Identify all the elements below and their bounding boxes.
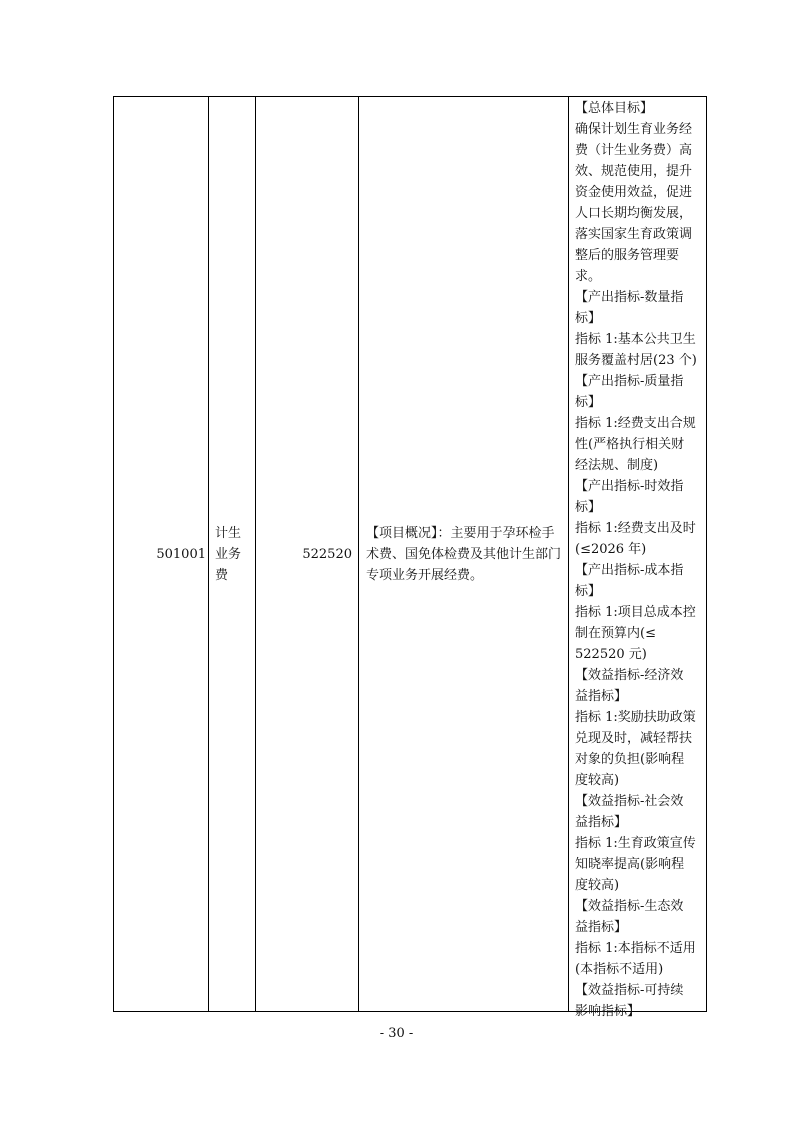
project-name: 计生业务费: [215, 525, 242, 583]
budget-table: [113, 96, 707, 1019]
cell-targets: [569, 97, 707, 1019]
target-line: 确保计划生育业务经: [575, 122, 693, 137]
target-line: 对象的负担(影响程: [575, 752, 685, 767]
target-line: 影响指标】: [575, 1004, 641, 1019]
target-line: 【产出指标-质量指: [575, 374, 684, 389]
page-number: - 30 -: [379, 1026, 414, 1041]
target-line: 522520 元): [575, 647, 647, 662]
target-line: 【总体目标】: [575, 101, 654, 116]
target-line: 【效益指标-经济效: [575, 668, 684, 683]
target-line: 益指标】: [575, 920, 628, 935]
target-line: 资金使用效益，促进: [575, 185, 693, 200]
cell-name: [209, 97, 255, 1011]
target-line: 经法规、制度): [575, 458, 659, 473]
target-line: 指标 1:生育政策宣传: [575, 836, 696, 851]
target-line: (≤2026 年): [575, 542, 647, 557]
target-line: 制在预算内(≤: [575, 626, 656, 641]
target-line: 指标 1:经费支出合规: [575, 416, 696, 431]
target-line: 性(严格执行相关财: [575, 437, 685, 452]
target-line: 人口长期均衡发展，: [575, 206, 693, 221]
target-line: 指标 1:项目总成本控: [575, 605, 696, 620]
cell-code: [114, 97, 208, 1011]
cell-overview: [359, 97, 568, 1011]
target-line: 【产出指标-时效指: [575, 479, 684, 494]
target-line: 整后的服务管理要: [575, 248, 680, 263]
project-overview: 【项目概况】：主要用于孕环检手术费、国免体检费及其他计生部门专项业务开展经费。: [366, 525, 562, 583]
project-code: 501001: [156, 546, 206, 562]
target-line: 兑现及时，减轻帮扶: [575, 731, 693, 746]
target-line: 费（计生业务费）高: [575, 143, 693, 158]
target-line: 知晓率提高(影响程: [575, 857, 685, 872]
target-line: 服务覆盖村居(23 个): [575, 353, 697, 368]
target-line: 度较高): [575, 878, 620, 893]
target-line: 指标 1:经费支出及时: [575, 521, 696, 536]
target-line: 效、规范使用，提升: [575, 164, 693, 179]
target-line: 标】: [575, 395, 602, 410]
target-line: 度较高): [575, 773, 620, 788]
target-line: 标】: [575, 584, 602, 599]
target-line: 【效益指标-可持续: [575, 983, 684, 998]
target-line: 益指标】: [575, 815, 628, 830]
target-line: (本指标不适用): [575, 962, 664, 977]
target-line: 求。: [575, 269, 602, 284]
target-line: 益指标】: [575, 689, 628, 704]
target-line: 指标 1:本指标不适用: [575, 941, 696, 956]
target-line: 标】: [575, 311, 602, 326]
performance-targets-list: [575, 98, 697, 1022]
target-line: 指标 1:基本公共卫生: [575, 332, 696, 347]
target-line: 落实国家生育政策调: [575, 227, 693, 242]
target-line: 指标 1:奖励扶助政策: [575, 710, 696, 725]
target-line: 【产出指标-数量指: [575, 290, 684, 305]
project-amount: 522520: [302, 546, 352, 562]
target-line: 【效益指标-生态效: [575, 899, 684, 914]
target-line: 标】: [575, 500, 602, 515]
target-line: 【产出指标-成本指: [575, 563, 684, 578]
target-line: 【效益指标-社会效: [575, 794, 684, 809]
cell-amount: [256, 97, 358, 1011]
